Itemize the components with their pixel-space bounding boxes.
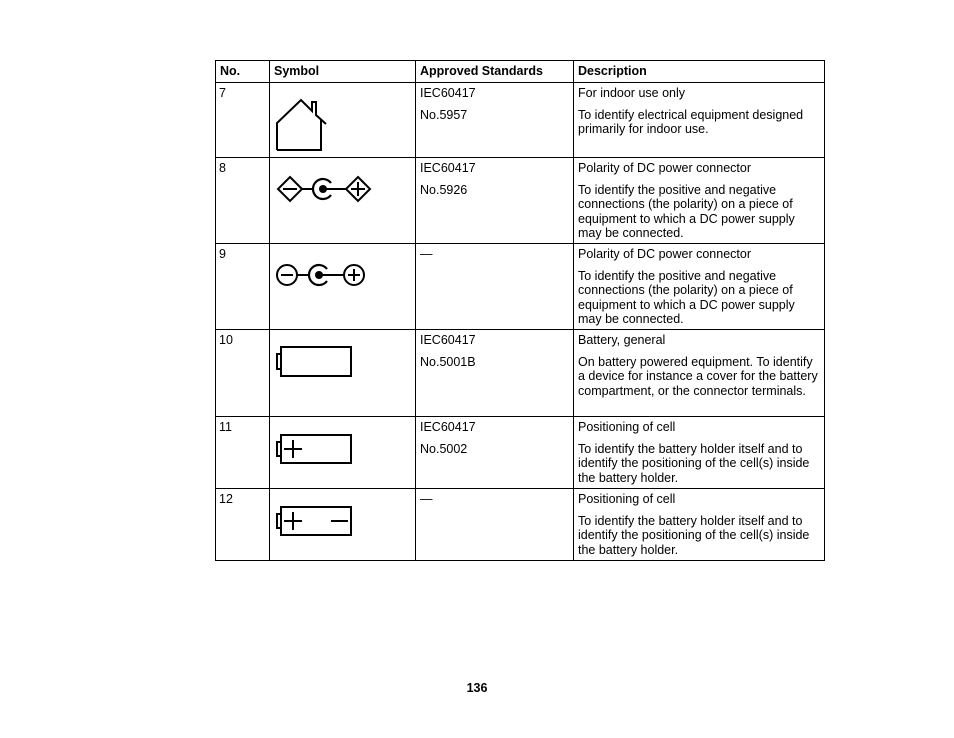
standard-name: IEC60417 bbox=[420, 161, 476, 175]
description-title: Polarity of DC power connector bbox=[578, 247, 751, 261]
header-description: Description bbox=[574, 61, 825, 83]
table-row bbox=[216, 244, 825, 330]
table-row bbox=[216, 489, 825, 561]
symbol-cell bbox=[270, 158, 416, 244]
description-cell bbox=[574, 330, 825, 417]
description-text: To identify the positive and negative connections (the polarity) on a piece of equipment to which a DC power supply may be connected. bbox=[578, 268, 795, 326]
row-number: 12 bbox=[216, 489, 270, 561]
description-title: Positioning of cell bbox=[578, 420, 676, 434]
symbol-cell bbox=[270, 83, 416, 158]
standard-number: No.5001B bbox=[420, 354, 476, 369]
page-number: 136 bbox=[466, 681, 488, 695]
description-title: For indoor use only bbox=[578, 86, 686, 100]
description-cell bbox=[574, 417, 825, 489]
header-no: No. bbox=[216, 61, 270, 83]
row-number: 11 bbox=[216, 417, 270, 489]
description-text: To identify electrical equipment designed primarily for indoor use. bbox=[578, 107, 804, 136]
table-row bbox=[216, 158, 825, 244]
standard-number: No.5002 bbox=[420, 441, 468, 456]
dc-polarity-diamond-icon bbox=[270, 158, 416, 218]
standards-cell bbox=[416, 489, 574, 561]
header-symbol: Symbol bbox=[270, 61, 416, 83]
description-text: To identify the positive and negative connections (the polarity) on a piece of equipment to which a DC power supply may be connected. bbox=[578, 182, 795, 240]
standard-name: IEC60417 bbox=[420, 86, 476, 100]
table-row bbox=[216, 83, 825, 158]
standards-cell bbox=[416, 417, 574, 489]
description-cell bbox=[574, 83, 825, 158]
symbol-cell bbox=[270, 244, 416, 330]
description-cell bbox=[574, 489, 825, 561]
standard-number: No.5957 bbox=[420, 107, 468, 122]
standards-cell bbox=[416, 158, 574, 244]
row-number: 7 bbox=[216, 83, 270, 158]
table-row bbox=[216, 330, 825, 417]
row-number: 9 bbox=[216, 244, 270, 330]
table-row bbox=[216, 417, 825, 489]
description-cell bbox=[574, 158, 825, 244]
standard-name: — bbox=[420, 492, 433, 506]
battery-general-icon bbox=[270, 330, 416, 390]
battery-cell-positioning-icon bbox=[270, 417, 416, 477]
symbol-cell bbox=[270, 417, 416, 489]
table-header-row bbox=[216, 61, 825, 83]
header-approved-standards: Approved Standards bbox=[416, 61, 574, 83]
standard-name: IEC60417 bbox=[420, 333, 476, 347]
row-number: 8 bbox=[216, 158, 270, 244]
description-cell bbox=[574, 244, 825, 330]
symbols-table bbox=[215, 60, 825, 561]
standard-number: No.5926 bbox=[420, 182, 468, 197]
standards-cell bbox=[416, 83, 574, 158]
standards-cell bbox=[416, 330, 574, 417]
symbol-cell bbox=[270, 330, 416, 417]
description-title: Battery, general bbox=[578, 333, 666, 347]
standard-name: — bbox=[420, 247, 433, 261]
indoor-use-house-icon bbox=[270, 83, 416, 157]
description-title: Positioning of cell bbox=[578, 492, 676, 506]
standards-cell bbox=[416, 244, 574, 330]
row-number: 10 bbox=[216, 330, 270, 417]
symbol-cell bbox=[270, 489, 416, 561]
battery-cell-positioning-plus-minus-icon bbox=[270, 489, 416, 549]
description-title: Polarity of DC power connector bbox=[578, 161, 751, 175]
dc-polarity-circle-icon bbox=[270, 244, 416, 304]
description-text: On battery powered equipment. To identify a device for instance a cover for the battery compartment, or the connector terminals. bbox=[578, 354, 818, 398]
standard-name: IEC60417 bbox=[420, 420, 476, 434]
description-text: To identify the battery holder itself and to identify the positioning of the cell(s) inside the battery holder. bbox=[578, 441, 810, 485]
description-text: To identify the battery holder itself and to identify the positioning of the cell(s) inside the battery holder. bbox=[578, 513, 810, 557]
